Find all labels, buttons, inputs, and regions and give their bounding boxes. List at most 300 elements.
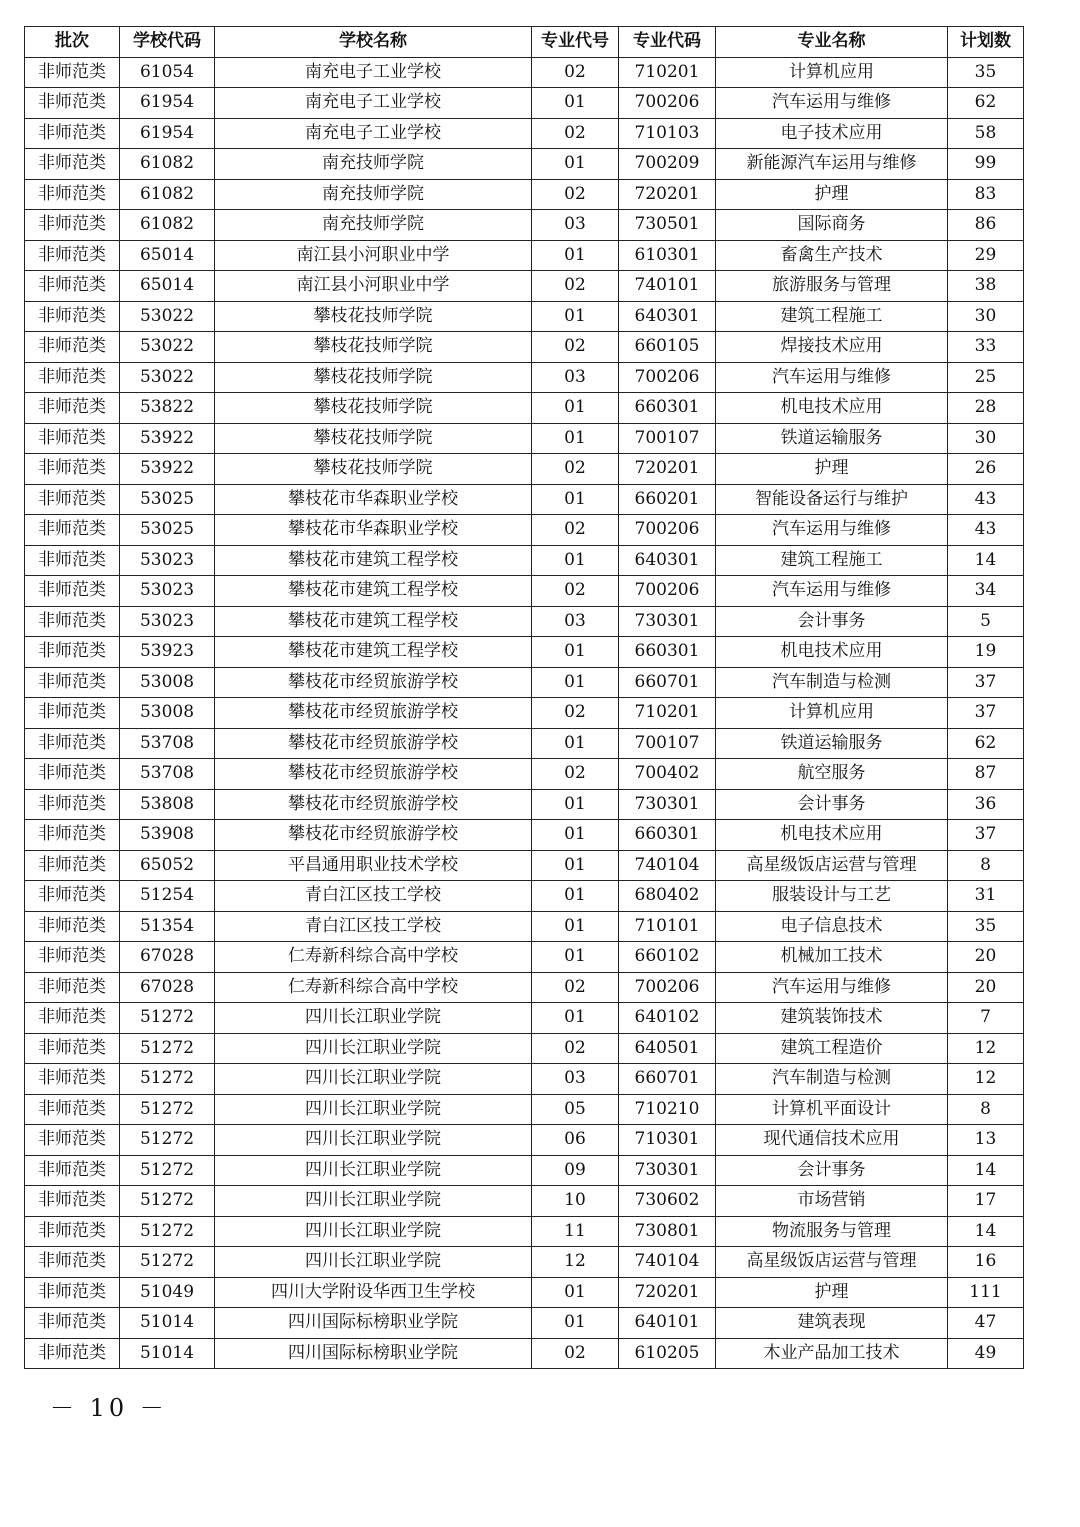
cell-major-code: 730301 xyxy=(619,789,716,820)
cell-major-name: 木业产品加工技术 xyxy=(716,1338,948,1369)
cell-batch: 非师范类 xyxy=(25,179,120,210)
cell-major-name: 计算机平面设计 xyxy=(716,1094,948,1125)
cell-major-code: 730301 xyxy=(619,606,716,637)
header-school-code: 学校代码 xyxy=(120,27,215,58)
cell-major-number: 01 xyxy=(532,820,619,851)
cell-major-number: 02 xyxy=(532,57,619,88)
cell-batch: 非师范类 xyxy=(25,1277,120,1308)
cell-plan-count: 29 xyxy=(948,240,1024,271)
cell-major-name: 智能设备运行与维护 xyxy=(716,484,948,515)
cell-major-name: 汽车制造与检测 xyxy=(716,667,948,698)
cell-plan-count: 26 xyxy=(948,454,1024,485)
cell-school-name: 攀枝花市经贸旅游学校 xyxy=(215,759,532,790)
cell-major-number: 02 xyxy=(532,179,619,210)
cell-major-number: 01 xyxy=(532,637,619,668)
cell-major-code: 740104 xyxy=(619,850,716,881)
cell-major-code: 660301 xyxy=(619,820,716,851)
cell-major-number: 12 xyxy=(532,1247,619,1278)
table-row xyxy=(25,57,1024,88)
cell-batch: 非师范类 xyxy=(25,728,120,759)
cell-school-code: 53023 xyxy=(120,576,215,607)
cell-major-name: 建筑工程施工 xyxy=(716,545,948,576)
cell-major-code: 700107 xyxy=(619,728,716,759)
cell-major-number: 01 xyxy=(532,911,619,942)
cell-school-name: 南江县小河职业中学 xyxy=(215,240,532,271)
table-row xyxy=(25,728,1024,759)
cell-batch: 非师范类 xyxy=(25,1186,120,1217)
cell-school-name: 四川长江职业学院 xyxy=(215,1064,532,1095)
cell-major-number: 01 xyxy=(532,850,619,881)
cell-batch: 非师范类 xyxy=(25,210,120,241)
cell-major-name: 护理 xyxy=(716,179,948,210)
cell-batch: 非师范类 xyxy=(25,1064,120,1095)
table-row xyxy=(25,423,1024,454)
cell-major-name: 护理 xyxy=(716,1277,948,1308)
cell-school-code: 53023 xyxy=(120,606,215,637)
cell-batch: 非师范类 xyxy=(25,972,120,1003)
table-row xyxy=(25,667,1024,698)
cell-major-name: 建筑工程造价 xyxy=(716,1033,948,1064)
cell-school-name: 攀枝花市华森职业学校 xyxy=(215,515,532,546)
header-plan-count: 计划数 xyxy=(948,27,1024,58)
table-row xyxy=(25,393,1024,424)
table-row xyxy=(25,301,1024,332)
cell-school-name: 攀枝花市经贸旅游学校 xyxy=(215,789,532,820)
cell-major-number: 03 xyxy=(532,362,619,393)
table-row xyxy=(25,149,1024,180)
cell-plan-count: 49 xyxy=(948,1338,1024,1369)
cell-major-number: 02 xyxy=(532,515,619,546)
cell-major-name: 焊接技术应用 xyxy=(716,332,948,363)
cell-school-code: 53022 xyxy=(120,301,215,332)
table-row xyxy=(25,637,1024,668)
cell-school-code: 53708 xyxy=(120,759,215,790)
cell-school-code: 51272 xyxy=(120,1155,215,1186)
cell-batch: 非师范类 xyxy=(25,1033,120,1064)
cell-plan-count: 5 xyxy=(948,606,1024,637)
cell-plan-count: 86 xyxy=(948,210,1024,241)
table-row xyxy=(25,118,1024,149)
cell-school-name: 攀枝花技师学院 xyxy=(215,454,532,485)
cell-plan-count: 13 xyxy=(948,1125,1024,1156)
cell-school-name: 四川长江职业学院 xyxy=(215,1003,532,1034)
cell-school-name: 南充电子工业学校 xyxy=(215,118,532,149)
cell-school-code: 61954 xyxy=(120,118,215,149)
table-row xyxy=(25,942,1024,973)
table-body xyxy=(25,57,1024,1369)
table-row xyxy=(25,1033,1024,1064)
cell-major-number: 01 xyxy=(532,149,619,180)
cell-school-code: 53822 xyxy=(120,393,215,424)
cell-major-code: 610205 xyxy=(619,1338,716,1369)
header-school-name: 学校名称 xyxy=(215,27,532,58)
cell-plan-count: 20 xyxy=(948,972,1024,1003)
cell-plan-count: 37 xyxy=(948,820,1024,851)
table-row xyxy=(25,88,1024,119)
cell-major-code: 720201 xyxy=(619,179,716,210)
cell-major-number: 01 xyxy=(532,88,619,119)
cell-major-code: 660301 xyxy=(619,637,716,668)
cell-plan-count: 37 xyxy=(948,667,1024,698)
table-row xyxy=(25,789,1024,820)
cell-batch: 非师范类 xyxy=(25,423,120,454)
cell-batch: 非师范类 xyxy=(25,149,120,180)
cell-major-code: 700402 xyxy=(619,759,716,790)
cell-school-code: 51272 xyxy=(120,1064,215,1095)
cell-major-code: 700206 xyxy=(619,362,716,393)
cell-major-name: 市场营销 xyxy=(716,1186,948,1217)
cell-plan-count: 58 xyxy=(948,118,1024,149)
cell-school-name: 四川长江职业学院 xyxy=(215,1247,532,1278)
table-row xyxy=(25,972,1024,1003)
cell-major-name: 建筑装饰技术 xyxy=(716,1003,948,1034)
cell-school-name: 仁寿新科综合高中学校 xyxy=(215,942,532,973)
cell-major-number: 02 xyxy=(532,332,619,363)
cell-school-code: 51014 xyxy=(120,1308,215,1339)
cell-major-number: 02 xyxy=(532,454,619,485)
cell-major-code: 710103 xyxy=(619,118,716,149)
cell-batch: 非师范类 xyxy=(25,362,120,393)
table-row xyxy=(25,1094,1024,1125)
cell-batch: 非师范类 xyxy=(25,515,120,546)
cell-school-name: 四川大学附设华西卫生学校 xyxy=(215,1277,532,1308)
cell-batch: 非师范类 xyxy=(25,1003,120,1034)
cell-plan-count: 12 xyxy=(948,1033,1024,1064)
cell-plan-count: 83 xyxy=(948,179,1024,210)
cell-school-name: 攀枝花市建筑工程学校 xyxy=(215,545,532,576)
table-row xyxy=(25,1064,1024,1095)
cell-batch: 非师范类 xyxy=(25,118,120,149)
cell-major-number: 02 xyxy=(532,759,619,790)
cell-school-code: 53808 xyxy=(120,789,215,820)
cell-major-number: 01 xyxy=(532,728,619,759)
cell-major-name: 铁道运输服务 xyxy=(716,423,948,454)
cell-school-name: 青白江区技工学校 xyxy=(215,911,532,942)
cell-batch: 非师范类 xyxy=(25,1125,120,1156)
cell-school-name: 南充技师学院 xyxy=(215,179,532,210)
cell-major-name: 铁道运输服务 xyxy=(716,728,948,759)
cell-major-number: 01 xyxy=(532,1277,619,1308)
page-number: － 10 － xyxy=(50,1394,168,1422)
cell-school-code: 53922 xyxy=(120,454,215,485)
cell-school-name: 攀枝花市经贸旅游学校 xyxy=(215,667,532,698)
cell-school-code: 53922 xyxy=(120,423,215,454)
cell-batch: 非师范类 xyxy=(25,911,120,942)
cell-major-name: 机械加工技术 xyxy=(716,942,948,973)
cell-major-number: 02 xyxy=(532,271,619,302)
cell-school-name: 攀枝花市建筑工程学校 xyxy=(215,576,532,607)
cell-school-name: 四川国际标榜职业学院 xyxy=(215,1308,532,1339)
cell-plan-count: 7 xyxy=(948,1003,1024,1034)
cell-batch: 非师范类 xyxy=(25,1155,120,1186)
header-batch: 批次 xyxy=(25,27,120,58)
cell-major-number: 01 xyxy=(532,789,619,820)
table-header-row xyxy=(25,27,1024,58)
cell-school-code: 51272 xyxy=(120,1094,215,1125)
table-row xyxy=(25,606,1024,637)
cell-school-code: 61054 xyxy=(120,57,215,88)
table-row xyxy=(25,240,1024,271)
cell-major-code: 710201 xyxy=(619,698,716,729)
cell-plan-count: 14 xyxy=(948,1155,1024,1186)
cell-major-number: 02 xyxy=(532,576,619,607)
cell-plan-count: 33 xyxy=(948,332,1024,363)
cell-school-code: 51014 xyxy=(120,1338,215,1369)
cell-major-code: 660201 xyxy=(619,484,716,515)
cell-school-code: 53708 xyxy=(120,728,215,759)
cell-major-code: 730301 xyxy=(619,1155,716,1186)
cell-major-name: 汽车制造与检测 xyxy=(716,1064,948,1095)
cell-major-name: 计算机应用 xyxy=(716,57,948,88)
cell-major-name: 物流服务与管理 xyxy=(716,1216,948,1247)
cell-school-code: 65014 xyxy=(120,240,215,271)
cell-major-name: 汽车运用与维修 xyxy=(716,88,948,119)
cell-major-name: 机电技术应用 xyxy=(716,637,948,668)
cell-major-name: 服装设计与工艺 xyxy=(716,881,948,912)
header-major-number: 专业代号 xyxy=(532,27,619,58)
cell-school-code: 53025 xyxy=(120,484,215,515)
cell-plan-count: 12 xyxy=(948,1064,1024,1095)
cell-major-code: 660102 xyxy=(619,942,716,973)
cell-major-name: 护理 xyxy=(716,454,948,485)
cell-plan-count: 30 xyxy=(948,301,1024,332)
table-row xyxy=(25,454,1024,485)
cell-major-name: 旅游服务与管理 xyxy=(716,271,948,302)
table-row xyxy=(25,881,1024,912)
cell-major-code: 710301 xyxy=(619,1125,716,1156)
cell-plan-count: 31 xyxy=(948,881,1024,912)
table-row xyxy=(25,332,1024,363)
cell-school-name: 四川长江职业学院 xyxy=(215,1125,532,1156)
cell-major-name: 航空服务 xyxy=(716,759,948,790)
cell-school-name: 攀枝花市经贸旅游学校 xyxy=(215,820,532,851)
cell-plan-count: 20 xyxy=(948,942,1024,973)
cell-major-code: 660301 xyxy=(619,393,716,424)
cell-major-name: 电子技术应用 xyxy=(716,118,948,149)
cell-major-name: 会计事务 xyxy=(716,789,948,820)
cell-school-code: 65014 xyxy=(120,271,215,302)
cell-plan-count: 8 xyxy=(948,1094,1024,1125)
cell-major-number: 01 xyxy=(532,1003,619,1034)
table-row xyxy=(25,1247,1024,1278)
cell-school-code: 51272 xyxy=(120,1247,215,1278)
cell-school-code: 51254 xyxy=(120,881,215,912)
cell-school-code: 61954 xyxy=(120,88,215,119)
enrollment-plan-table xyxy=(24,26,1024,1369)
cell-major-number: 03 xyxy=(532,1064,619,1095)
cell-major-code: 720201 xyxy=(619,1277,716,1308)
cell-batch: 非师范类 xyxy=(25,393,120,424)
cell-school-name: 四川长江职业学院 xyxy=(215,1094,532,1125)
cell-school-code: 61082 xyxy=(120,210,215,241)
cell-plan-count: 14 xyxy=(948,1216,1024,1247)
cell-major-name: 计算机应用 xyxy=(716,698,948,729)
cell-school-code: 67028 xyxy=(120,972,215,1003)
cell-major-name: 高星级饭店运营与管理 xyxy=(716,850,948,881)
cell-major-number: 03 xyxy=(532,210,619,241)
cell-school-name: 攀枝花市建筑工程学校 xyxy=(215,606,532,637)
header-major-name: 专业名称 xyxy=(716,27,948,58)
cell-major-number: 01 xyxy=(532,393,619,424)
table-row xyxy=(25,271,1024,302)
cell-school-code: 65052 xyxy=(120,850,215,881)
cell-plan-count: 47 xyxy=(948,1308,1024,1339)
cell-batch: 非师范类 xyxy=(25,57,120,88)
cell-major-name: 建筑表现 xyxy=(716,1308,948,1339)
table-row xyxy=(25,759,1024,790)
cell-major-code: 710101 xyxy=(619,911,716,942)
cell-plan-count: 30 xyxy=(948,423,1024,454)
cell-school-code: 51272 xyxy=(120,1186,215,1217)
table-row xyxy=(25,515,1024,546)
cell-plan-count: 34 xyxy=(948,576,1024,607)
cell-major-number: 02 xyxy=(532,1033,619,1064)
cell-school-name: 南充技师学院 xyxy=(215,210,532,241)
cell-major-code: 640501 xyxy=(619,1033,716,1064)
cell-batch: 非师范类 xyxy=(25,667,120,698)
cell-school-name: 攀枝花技师学院 xyxy=(215,301,532,332)
cell-school-code: 53022 xyxy=(120,332,215,363)
cell-batch: 非师范类 xyxy=(25,484,120,515)
cell-major-number: 02 xyxy=(532,118,619,149)
cell-school-name: 仁寿新科综合高中学校 xyxy=(215,972,532,1003)
cell-major-name: 机电技术应用 xyxy=(716,820,948,851)
cell-plan-count: 43 xyxy=(948,484,1024,515)
cell-plan-count: 19 xyxy=(948,637,1024,668)
cell-major-code: 730501 xyxy=(619,210,716,241)
table-row xyxy=(25,1277,1024,1308)
cell-major-number: 11 xyxy=(532,1216,619,1247)
table-row xyxy=(25,1155,1024,1186)
cell-major-code: 640102 xyxy=(619,1003,716,1034)
cell-major-name: 新能源汽车运用与维修 xyxy=(716,149,948,180)
cell-plan-count: 25 xyxy=(948,362,1024,393)
cell-school-code: 51272 xyxy=(120,1216,215,1247)
cell-school-code: 67028 xyxy=(120,942,215,973)
cell-school-code: 61082 xyxy=(120,179,215,210)
cell-school-name: 青白江区技工学校 xyxy=(215,881,532,912)
cell-major-code: 710201 xyxy=(619,57,716,88)
cell-plan-count: 43 xyxy=(948,515,1024,546)
cell-plan-count: 37 xyxy=(948,698,1024,729)
cell-major-code: 740101 xyxy=(619,271,716,302)
cell-school-name: 四川长江职业学院 xyxy=(215,1186,532,1217)
cell-batch: 非师范类 xyxy=(25,454,120,485)
cell-major-name: 建筑工程施工 xyxy=(716,301,948,332)
cell-school-name: 攀枝花市华森职业学校 xyxy=(215,484,532,515)
table-row xyxy=(25,1338,1024,1369)
cell-plan-count: 8 xyxy=(948,850,1024,881)
cell-plan-count: 87 xyxy=(948,759,1024,790)
cell-major-number: 02 xyxy=(532,972,619,1003)
cell-major-number: 01 xyxy=(532,1308,619,1339)
cell-major-name: 国际商务 xyxy=(716,210,948,241)
cell-major-number: 03 xyxy=(532,606,619,637)
cell-batch: 非师范类 xyxy=(25,759,120,790)
cell-school-code: 53023 xyxy=(120,545,215,576)
cell-major-code: 720201 xyxy=(619,454,716,485)
table-row xyxy=(25,576,1024,607)
table-row xyxy=(25,484,1024,515)
cell-batch: 非师范类 xyxy=(25,545,120,576)
cell-batch: 非师范类 xyxy=(25,1247,120,1278)
cell-major-code: 700206 xyxy=(619,576,716,607)
cell-school-name: 四川长江职业学院 xyxy=(215,1216,532,1247)
cell-major-code: 700209 xyxy=(619,149,716,180)
cell-batch: 非师范类 xyxy=(25,301,120,332)
cell-school-code: 51272 xyxy=(120,1033,215,1064)
cell-batch: 非师范类 xyxy=(25,789,120,820)
cell-batch: 非师范类 xyxy=(25,1094,120,1125)
cell-school-code: 53008 xyxy=(120,667,215,698)
header-major-code: 专业代码 xyxy=(619,27,716,58)
cell-major-code: 660105 xyxy=(619,332,716,363)
cell-major-number: 05 xyxy=(532,1094,619,1125)
cell-major-number: 01 xyxy=(532,545,619,576)
cell-major-code: 730602 xyxy=(619,1186,716,1217)
cell-school-code: 61082 xyxy=(120,149,215,180)
cell-major-number: 01 xyxy=(532,881,619,912)
table-row xyxy=(25,911,1024,942)
cell-school-code: 53008 xyxy=(120,698,215,729)
cell-major-number: 10 xyxy=(532,1186,619,1217)
table-row xyxy=(25,179,1024,210)
cell-school-code: 51354 xyxy=(120,911,215,942)
cell-batch: 非师范类 xyxy=(25,1308,120,1339)
cell-school-name: 攀枝花技师学院 xyxy=(215,393,532,424)
cell-batch: 非师范类 xyxy=(25,88,120,119)
cell-major-name: 汽车运用与维修 xyxy=(716,972,948,1003)
cell-batch: 非师范类 xyxy=(25,820,120,851)
cell-major-code: 660701 xyxy=(619,1064,716,1095)
cell-school-name: 南充电子工业学校 xyxy=(215,88,532,119)
cell-school-name: 南充技师学院 xyxy=(215,149,532,180)
table-row xyxy=(25,698,1024,729)
cell-plan-count: 62 xyxy=(948,728,1024,759)
cell-major-number: 09 xyxy=(532,1155,619,1186)
cell-batch: 非师范类 xyxy=(25,606,120,637)
cell-school-name: 南江县小河职业中学 xyxy=(215,271,532,302)
cell-major-code: 640101 xyxy=(619,1308,716,1339)
cell-school-code: 53908 xyxy=(120,820,215,851)
cell-major-code: 640301 xyxy=(619,301,716,332)
cell-major-number: 06 xyxy=(532,1125,619,1156)
cell-school-name: 四川长江职业学院 xyxy=(215,1033,532,1064)
cell-major-name: 畜禽生产技术 xyxy=(716,240,948,271)
cell-major-number: 01 xyxy=(532,423,619,454)
cell-batch: 非师范类 xyxy=(25,332,120,363)
cell-plan-count: 17 xyxy=(948,1186,1024,1217)
cell-major-name: 现代通信技术应用 xyxy=(716,1125,948,1156)
cell-major-code: 610301 xyxy=(619,240,716,271)
cell-school-name: 平昌通用职业技术学校 xyxy=(215,850,532,881)
cell-batch: 非师范类 xyxy=(25,576,120,607)
cell-plan-count: 35 xyxy=(948,911,1024,942)
cell-major-code: 660701 xyxy=(619,667,716,698)
cell-school-name: 攀枝花技师学院 xyxy=(215,332,532,363)
cell-plan-count: 14 xyxy=(948,545,1024,576)
cell-major-code: 700206 xyxy=(619,972,716,1003)
table-row xyxy=(25,1186,1024,1217)
cell-major-number: 01 xyxy=(532,240,619,271)
cell-major-number: 01 xyxy=(532,942,619,973)
cell-school-code: 51272 xyxy=(120,1003,215,1034)
cell-major-code: 700107 xyxy=(619,423,716,454)
cell-school-name: 南充电子工业学校 xyxy=(215,57,532,88)
cell-batch: 非师范类 xyxy=(25,850,120,881)
table-row xyxy=(25,850,1024,881)
table-row xyxy=(25,362,1024,393)
